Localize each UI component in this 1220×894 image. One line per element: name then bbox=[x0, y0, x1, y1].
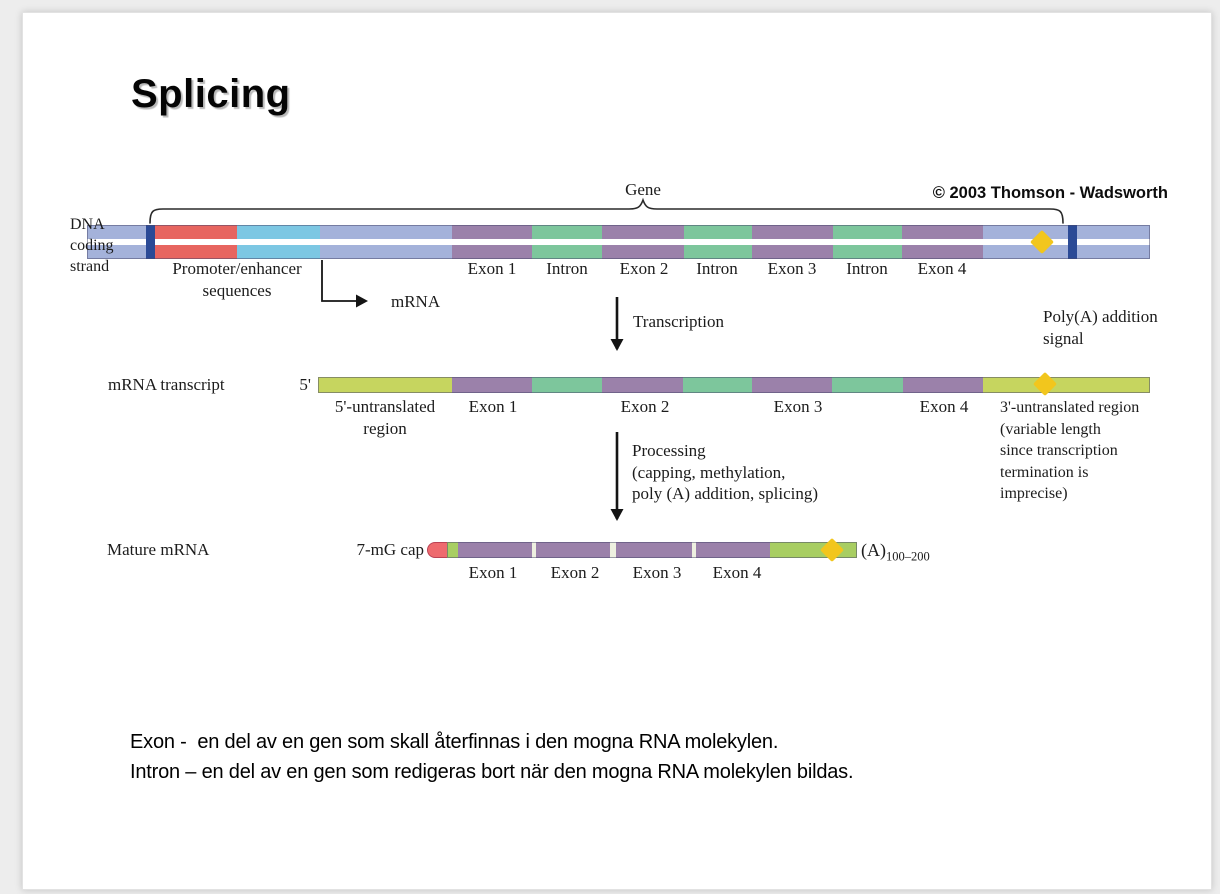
dna-strand-outline bbox=[87, 225, 1150, 259]
dna-exon3-label: Exon 3 bbox=[767, 259, 817, 278]
polya-tail-subscript: 100–200 bbox=[886, 549, 930, 564]
slide-title: Splicing bbox=[131, 72, 291, 116]
copyright-label: © 2003 Thomson - Wadsworth bbox=[932, 184, 1168, 202]
transcript-exon1-label: Exon 1 bbox=[468, 397, 518, 416]
five-utr-label: 5'-untranslated region bbox=[334, 397, 436, 438]
processing-label: Processing (capping, methylation, poly (A) addition, splicing) bbox=[632, 441, 819, 503]
transcript-exon3-label: Exon 3 bbox=[773, 397, 823, 416]
polya-tail-label bbox=[861, 540, 930, 565]
dna-intron2-label: Intron bbox=[696, 259, 738, 278]
mrna-transcript-bar-outline bbox=[318, 377, 1150, 393]
cap-label: 7-mG cap bbox=[356, 540, 424, 559]
dna-exon4-label: Exon 4 bbox=[917, 259, 967, 278]
definitions-text bbox=[130, 727, 853, 787]
mature-exon3-label: Exon 3 bbox=[632, 563, 682, 582]
intron-definition: Intron – en del av en gen som redigeras bort när den mogna RNA molekylen bildas. bbox=[130, 761, 854, 783]
polya-tail-text: (A) bbox=[861, 540, 886, 560]
dna-exon2-label: Exon 2 bbox=[619, 259, 669, 278]
transcript-exon4-label: Exon 4 bbox=[919, 397, 969, 416]
mature-mrna-bar-outline bbox=[447, 542, 857, 558]
mature-exon2-label: Exon 2 bbox=[550, 563, 600, 582]
five-prime-label: 5' bbox=[299, 375, 311, 394]
polya-signal-label: Poly(A) addition signal bbox=[1043, 307, 1158, 348]
mrna-transcript-label: mRNA transcript bbox=[108, 375, 225, 394]
mrna-label: mRNA bbox=[391, 292, 441, 311]
mature-mrna-label: Mature mRNA bbox=[107, 540, 210, 559]
exon-definition: Exon - en del av en gen som skall återfinnas i den mogna RNA molekylen. bbox=[130, 731, 779, 753]
gene-label: Gene bbox=[625, 180, 661, 199]
promoter-enhancer-label: Promoter/enhancer sequences bbox=[172, 259, 302, 300]
dna-intron3-label: Intron bbox=[846, 259, 888, 278]
dna-exon1-label: Exon 1 bbox=[467, 259, 517, 278]
dna-intron1-label: Intron bbox=[546, 259, 588, 278]
transcript-exon2-label: Exon 2 bbox=[620, 397, 670, 416]
dna-strand-label: DNA coding strand bbox=[70, 216, 114, 275]
transcription-label: Transcription bbox=[633, 312, 724, 331]
mature-exon1-label: Exon 1 bbox=[468, 563, 518, 582]
three-utr-label: 3'-untranslated region (variable length since transcription termination is imprecise) bbox=[1000, 399, 1140, 502]
mature-exon4-label: Exon 4 bbox=[712, 563, 762, 582]
